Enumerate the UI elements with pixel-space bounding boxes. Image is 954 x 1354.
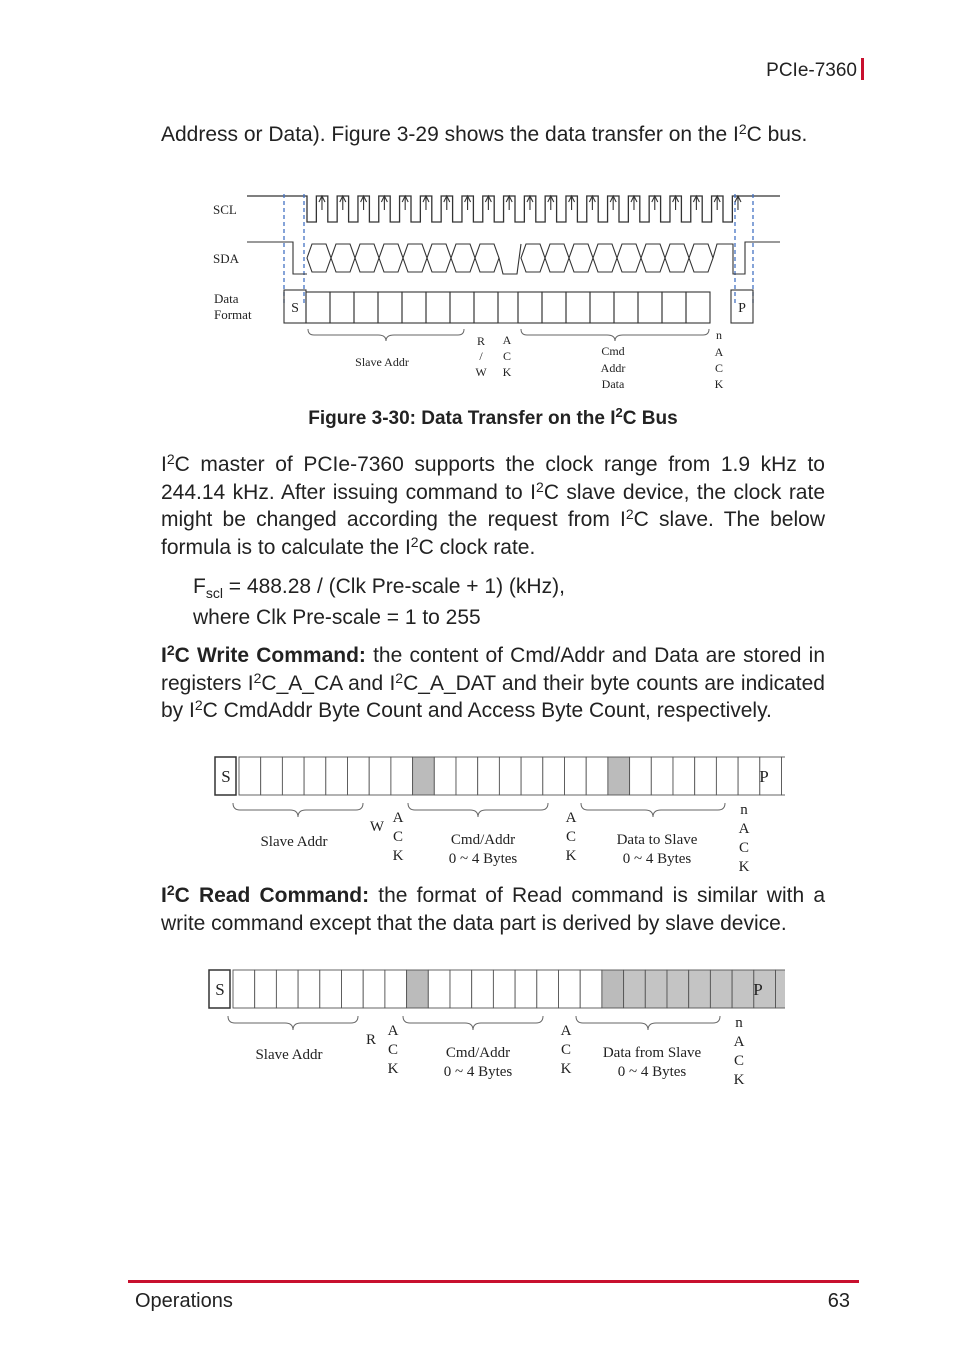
svg-text:W: W (369, 819, 385, 835)
write-command-title: $I^2C$ Write Command: (161, 642, 366, 667)
svg-text:n: n (740, 802, 748, 818)
svg-text:0 ~ 4 Bytes: 0 ~ 4 Bytes (622, 851, 692, 867)
svg-text:A: A (392, 810, 404, 826)
svg-text:K: K (714, 377, 724, 391)
footer-section: Operations (135, 1290, 233, 1312)
svg-text:R: R (476, 334, 486, 348)
data-label-2: Format (214, 307, 252, 322)
svg-text:K: K (565, 848, 577, 864)
i2c-timing-diagram (205, 188, 805, 398)
running-header (766, 58, 864, 82)
write-command-diagram (205, 753, 785, 878)
svg-text:A: A (502, 333, 512, 347)
svg-text:C: C (714, 361, 724, 375)
svg-text:P: P (753, 980, 763, 999)
formula-range: where Clk Pre-scale = 1 to 255 (193, 606, 481, 629)
svg-text:W: W (475, 365, 487, 379)
clock-paragraph: $I^2C$ master of PCIe-7360 supports the clock range from 1.9 kHz to 244.14 kHz. After issuing command to $I^2C$ slave device, the clock rate might be changed according the request from $I^2C$ slave. The below formula is to calculate the $I^2C$ clock rate. (161, 451, 825, 559)
svg-text:A: A (560, 1023, 572, 1039)
read-command-diagram (205, 966, 785, 1091)
footer-page-number: 63 (827, 1290, 850, 1312)
svg-text:A: A (714, 345, 724, 359)
svg-text:Addr: Addr (600, 361, 626, 375)
svg-text:S: S (215, 980, 225, 999)
stop-bit: P (738, 301, 746, 316)
svg-text:C: C (738, 840, 750, 856)
formula-line: $F_{scl} = 488.28 / (Clk$ Pre-scale + 1) (kHz), (193, 575, 565, 601)
start-bit: S (291, 301, 299, 316)
intro-paragraph: Address or Data). Figure 3-29 shows the data transfer on the $I^2C$ bus. (161, 121, 808, 146)
svg-text:K: K (738, 859, 750, 875)
data-label-1: Data (214, 291, 239, 306)
svg-text:0 ~ 4 Bytes: 0 ~ 4 Bytes (448, 851, 518, 867)
svg-text:C: C (392, 829, 404, 845)
slave-addr-label: Slave Addr (355, 355, 409, 369)
svg-text:Data to Slave: Data to Slave (616, 832, 698, 848)
footer-rule (128, 1280, 859, 1283)
svg-text:Data from Slave: Data from Slave (602, 1045, 702, 1061)
svg-text:A: A (387, 1023, 399, 1039)
svg-text:A: A (565, 810, 577, 826)
svg-text:n: n (735, 1015, 743, 1031)
svg-text:/: / (479, 349, 483, 363)
svg-text:Slave Addr: Slave Addr (260, 834, 328, 850)
svg-text:A: A (733, 1034, 745, 1050)
read-command-paragraph: $I^2C$ Read Command: the format of Read command is similar with a write command except that the data part is derived by slave device. (161, 882, 825, 935)
figure-caption: Figure 3-30: Data Transfer on the $I^2C$ Bus (308, 405, 678, 429)
svg-text:C: C (560, 1042, 572, 1058)
svg-text:C: C (387, 1042, 399, 1058)
svg-text:R: R (365, 1032, 377, 1048)
svg-text:Data: Data (601, 377, 625, 391)
header-product: PCIe-7360 (766, 60, 857, 81)
svg-text:S: S (221, 767, 231, 786)
sda-label: SDA (213, 251, 240, 266)
svg-text:K: K (560, 1061, 572, 1077)
svg-text:K: K (392, 848, 404, 864)
svg-text:0 ~ 4 Bytes: 0 ~ 4 Bytes (617, 1064, 687, 1080)
write-command-paragraph: $I^2C$ Write Command: the content of Cmd/Addr and Data are stored in registers $I^2C\_A\_CA$ and $I^2C\_A\_DAT$ and their byte counts are indicated by $I^2C$ CmdAddr Byte Count and Access Byte Count, respectively. (161, 642, 825, 722)
read-command-title: $I^2C$ Read Command: (161, 882, 370, 907)
svg-text:P: P (759, 767, 769, 786)
header-accent-bar (861, 58, 864, 80)
svg-text:0 ~ 4 Bytes: 0 ~ 4 Bytes (443, 1064, 513, 1080)
svg-text:Cmd/Addr: Cmd/Addr (445, 1045, 511, 1061)
svg-text:K: K (502, 365, 512, 379)
svg-text:C: C (733, 1053, 745, 1069)
svg-text:Slave Addr: Slave Addr (255, 1047, 323, 1063)
svg-text:C: C (565, 829, 577, 845)
svg-text:Cmd/Addr: Cmd/Addr (450, 832, 516, 848)
svg-text:A: A (738, 821, 750, 837)
svg-text:K: K (387, 1061, 399, 1077)
svg-text:n: n (716, 328, 722, 342)
svg-text:K: K (733, 1072, 745, 1088)
svg-text:Cmd: Cmd (601, 344, 625, 358)
scl-label: SCL (213, 202, 237, 217)
svg-text:C: C (502, 349, 512, 363)
